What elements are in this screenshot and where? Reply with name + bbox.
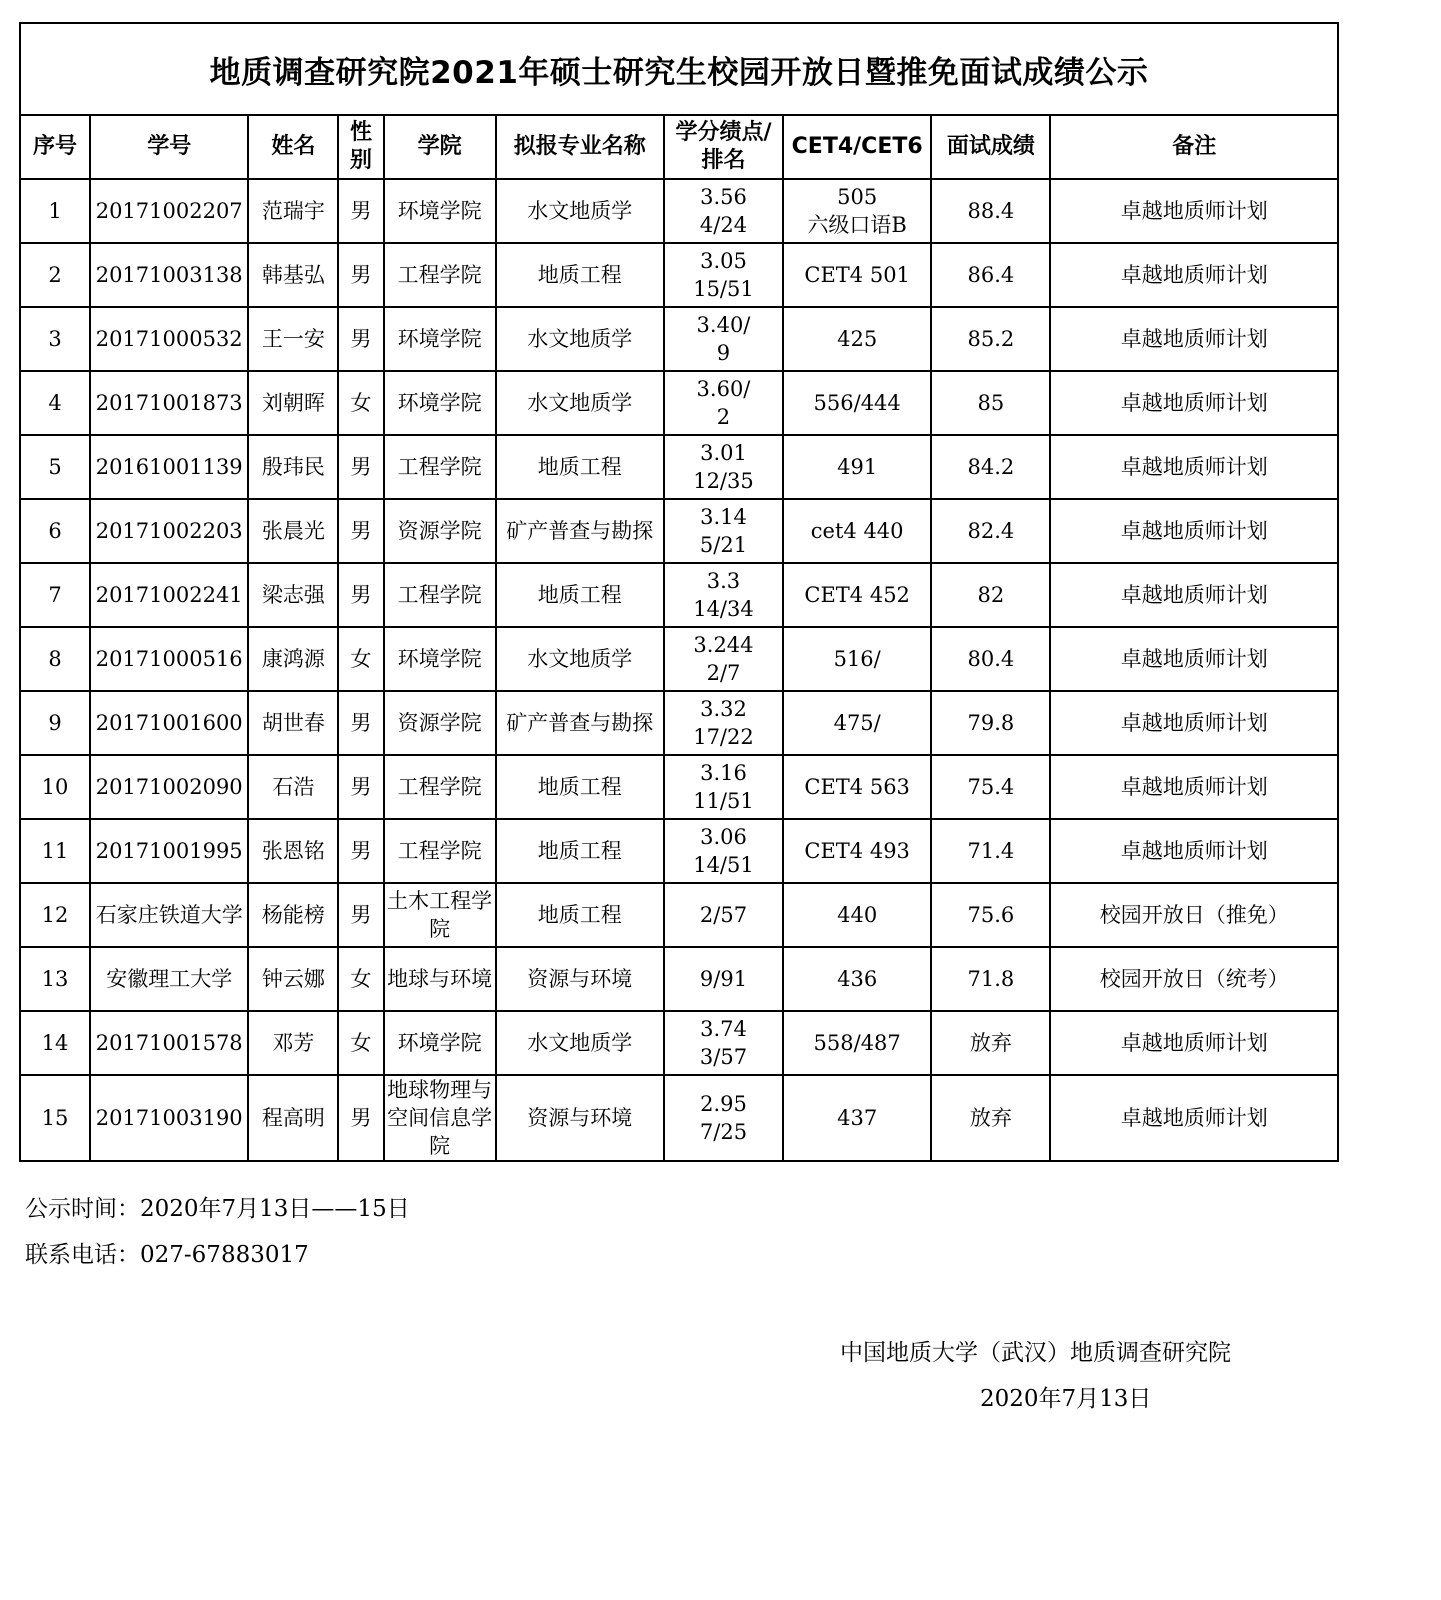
rank-value: 2/7 — [706, 661, 741, 685]
cell-name: 胡世春 — [248, 691, 338, 755]
cell-gpa-rank — [664, 307, 783, 371]
cell-remark: 卓越地质师计划 — [1050, 499, 1338, 563]
cell-student-id: 安徽理工大学 — [90, 947, 248, 1011]
issue-date: 2020年7月13日 — [980, 1386, 1152, 1412]
cell-name: 程高明 — [248, 1075, 338, 1161]
gpa-value: 3.05 — [700, 249, 747, 273]
cell-remark: 卓越地质师计划 — [1050, 627, 1338, 691]
cell-gpa-rank — [664, 627, 783, 691]
cell-name: 张晨光 — [248, 499, 338, 563]
cell-cet — [783, 819, 931, 883]
cell-gpa-rank — [664, 435, 783, 499]
signature-block — [840, 1330, 1310, 1422]
cell-gpa-rank — [664, 1075, 783, 1161]
cet-value: 505 — [837, 185, 878, 209]
cell-college: 环境学院 — [384, 179, 496, 243]
cell-major: 地质工程 — [496, 435, 664, 499]
cell-college: 环境学院 — [384, 307, 496, 371]
cell-gpa-rank — [664, 947, 783, 1011]
gpa-value: 3.244 — [693, 633, 754, 657]
header-gender: 性别 — [338, 115, 383, 179]
cell-score: 86.4 — [931, 243, 1050, 307]
cell-remark: 校园开放日（统考） — [1050, 947, 1338, 1011]
rank-value: 14/34 — [693, 597, 754, 621]
notice-block — [25, 1186, 410, 1278]
table-row — [20, 627, 1338, 691]
gpa-value: 2.95 — [700, 1092, 747, 1116]
cell-gender: 女 — [338, 371, 383, 435]
cell-remark: 卓越地质师计划 — [1050, 691, 1338, 755]
cell-gpa-rank — [664, 371, 783, 435]
cell-major: 矿产普查与勘探 — [496, 499, 664, 563]
cell-college: 环境学院 — [384, 627, 496, 691]
cell-name: 范瑞宇 — [248, 179, 338, 243]
cell-seq: 14 — [20, 1011, 90, 1075]
cell-score: 75.4 — [931, 755, 1050, 819]
gpa-value: 3.56 — [700, 185, 747, 209]
cell-remark: 卓越地质师计划 — [1050, 755, 1338, 819]
cell-gender: 女 — [338, 947, 383, 1011]
cell-college: 工程学院 — [384, 243, 496, 307]
table-row — [20, 755, 1338, 819]
rank-value: 3/57 — [699, 1045, 748, 1069]
cell-major: 地质工程 — [496, 819, 664, 883]
cell-major: 资源与环境 — [496, 1075, 664, 1161]
rank-value: 12/35 — [693, 469, 754, 493]
table-row — [20, 179, 1338, 243]
header-score: 面试成绩 — [931, 115, 1050, 179]
table-row — [20, 499, 1338, 563]
cell-major: 地质工程 — [496, 563, 664, 627]
cell-remark: 卓越地质师计划 — [1050, 371, 1338, 435]
cell-cet — [783, 947, 931, 1011]
cell-student-id: 20171001873 — [90, 371, 248, 435]
cell-seq: 5 — [20, 435, 90, 499]
cell-college: 环境学院 — [384, 1011, 496, 1075]
cell-gender: 女 — [338, 1011, 383, 1075]
cell-student-id: 20171001578 — [90, 1011, 248, 1075]
cell-cet — [783, 307, 931, 371]
cell-student-id: 20171002203 — [90, 499, 248, 563]
cell-seq: 12 — [20, 883, 90, 947]
cell-name: 杨能榜 — [248, 883, 338, 947]
rank-value: 17/22 — [693, 725, 754, 749]
cell-major: 水文地质学 — [496, 627, 664, 691]
rank-value: 14/51 — [693, 853, 754, 877]
cet-value: 440 — [837, 903, 878, 927]
cell-remark: 卓越地质师计划 — [1050, 243, 1338, 307]
header-row — [20, 115, 1338, 179]
gpa-value: 3.14 — [700, 505, 747, 529]
cell-score: 84.2 — [931, 435, 1050, 499]
gpa-value: 3.74 — [700, 1017, 747, 1041]
cell-remark: 卓越地质师计划 — [1050, 179, 1338, 243]
cell-cet — [783, 563, 931, 627]
cell-seq: 9 — [20, 691, 90, 755]
cet-value: CET4 452 — [804, 583, 910, 607]
cell-gpa-rank — [664, 883, 783, 947]
table-row — [20, 691, 1338, 755]
cell-seq: 15 — [20, 1075, 90, 1161]
cet-value: 425 — [837, 327, 878, 351]
cell-name: 王一安 — [248, 307, 338, 371]
cell-seq: 13 — [20, 947, 90, 1011]
cell-score: 79.8 — [931, 691, 1050, 755]
table-row — [20, 435, 1338, 499]
rank-value: 5/21 — [699, 533, 748, 557]
table-row — [20, 1011, 1338, 1075]
cell-gender: 女 — [338, 627, 383, 691]
header-seq: 序号 — [20, 115, 90, 179]
cet-extra: 六级口语B — [807, 213, 907, 237]
cell-major: 地质工程 — [496, 883, 664, 947]
page-title: 地质调查研究院2021年硕士研究生校园开放日暨推免面试成绩公示 — [20, 23, 1338, 115]
cell-student-id: 20171003190 — [90, 1075, 248, 1161]
cell-name: 刘朝晖 — [248, 371, 338, 435]
cell-gpa-rank — [664, 179, 783, 243]
cell-gender: 男 — [338, 307, 383, 371]
header-gpa-rank: 学分绩点/排名 — [664, 115, 783, 179]
cell-student-id: 20171001600 — [90, 691, 248, 755]
table-row — [20, 371, 1338, 435]
gpa-value: 3.16 — [700, 761, 747, 785]
gpa-value: 3.3 — [706, 569, 741, 593]
cell-cet — [783, 755, 931, 819]
gpa-value: 3.40/ — [696, 313, 751, 337]
cell-seq: 3 — [20, 307, 90, 371]
score-sheet — [19, 22, 1339, 1162]
cell-college: 工程学院 — [384, 435, 496, 499]
cell-cet — [783, 499, 931, 563]
cell-college: 工程学院 — [384, 755, 496, 819]
cell-cet — [783, 883, 931, 947]
cell-cet — [783, 435, 931, 499]
cell-remark: 卓越地质师计划 — [1050, 819, 1338, 883]
cell-gpa-rank — [664, 691, 783, 755]
gpa-value: 9/91 — [699, 967, 748, 991]
cell-remark: 校园开放日（推免） — [1050, 883, 1338, 947]
score-table — [19, 22, 1339, 1162]
cell-student-id: 20171000532 — [90, 307, 248, 371]
cell-student-id: 20171002241 — [90, 563, 248, 627]
cell-seq: 10 — [20, 755, 90, 819]
table-row — [20, 307, 1338, 371]
rank-value: 15/51 — [693, 277, 754, 301]
cell-seq: 11 — [20, 819, 90, 883]
cell-name: 邓芳 — [248, 1011, 338, 1075]
cell-major: 水文地质学 — [496, 1011, 664, 1075]
cell-student-id: 石家庄铁道大学 — [90, 883, 248, 947]
cell-major: 水文地质学 — [496, 371, 664, 435]
cell-student-id: 20171000516 — [90, 627, 248, 691]
cell-score: 85 — [931, 371, 1050, 435]
header-major: 拟报专业名称 — [496, 115, 664, 179]
cet-value: 437 — [837, 1106, 878, 1130]
cell-score: 放弃 — [931, 1075, 1050, 1161]
cell-score: 82.4 — [931, 499, 1050, 563]
cell-score: 71.4 — [931, 819, 1050, 883]
header-remark: 备注 — [1050, 115, 1338, 179]
cell-cet — [783, 627, 931, 691]
cell-gender: 男 — [338, 435, 383, 499]
cell-major: 水文地质学 — [496, 307, 664, 371]
rank-value: 2 — [716, 405, 731, 429]
cell-college: 工程学院 — [384, 819, 496, 883]
cell-college: 资源学院 — [384, 691, 496, 755]
cell-college: 环境学院 — [384, 371, 496, 435]
table-body — [20, 179, 1338, 1161]
cell-name: 殷玮民 — [248, 435, 338, 499]
cell-score: 75.6 — [931, 883, 1050, 947]
cell-gender: 男 — [338, 563, 383, 627]
cell-major: 地质工程 — [496, 243, 664, 307]
cell-score: 85.2 — [931, 307, 1050, 371]
cell-gender: 男 — [338, 819, 383, 883]
cell-gpa-rank — [664, 819, 783, 883]
cell-college: 工程学院 — [384, 563, 496, 627]
cell-score: 80.4 — [931, 627, 1050, 691]
cet-value: CET4 563 — [804, 775, 910, 799]
header-name: 姓名 — [248, 115, 338, 179]
cell-major: 资源与环境 — [496, 947, 664, 1011]
table-row — [20, 819, 1338, 883]
gpa-value: 3.32 — [700, 697, 747, 721]
cell-cet — [783, 1075, 931, 1161]
gpa-value: 3.60/ — [696, 377, 751, 401]
cet-value: CET4 501 — [804, 263, 910, 287]
cell-remark: 卓越地质师计划 — [1050, 307, 1338, 371]
cell-college: 土木工程学院 — [384, 883, 496, 947]
cet-value: 516/ — [833, 647, 881, 671]
issuing-org: 中国地质大学（武汉）地质调查研究院 — [840, 1340, 1231, 1366]
cell-major: 矿产普查与勘探 — [496, 691, 664, 755]
gpa-value: 3.01 — [700, 441, 747, 465]
cell-remark: 卓越地质师计划 — [1050, 563, 1338, 627]
cell-gpa-rank — [664, 755, 783, 819]
cell-seq: 7 — [20, 563, 90, 627]
cell-name: 石浩 — [248, 755, 338, 819]
header-college: 学院 — [384, 115, 496, 179]
cet-value: CET4 493 — [804, 839, 910, 863]
cell-cet — [783, 691, 931, 755]
cet-value: 436 — [837, 967, 878, 991]
cell-gender: 男 — [338, 179, 383, 243]
cell-student-id: 20161001139 — [90, 435, 248, 499]
cell-score: 71.8 — [931, 947, 1050, 1011]
cell-remark: 卓越地质师计划 — [1050, 1011, 1338, 1075]
cell-gpa-rank — [664, 563, 783, 627]
cell-seq: 2 — [20, 243, 90, 307]
cet-value: 558/487 — [813, 1031, 901, 1055]
cell-cet — [783, 243, 931, 307]
cell-gender: 男 — [338, 691, 383, 755]
notice-time: 公示时间：2020年7月13日——15日 — [25, 1196, 410, 1222]
cell-gender: 男 — [338, 755, 383, 819]
rank-value: 4/24 — [699, 213, 748, 237]
cell-major: 地质工程 — [496, 755, 664, 819]
header-student-id: 学号 — [90, 115, 248, 179]
cell-score: 88.4 — [931, 179, 1050, 243]
table-row — [20, 243, 1338, 307]
cell-score: 放弃 — [931, 1011, 1050, 1075]
cell-cet — [783, 371, 931, 435]
cell-gpa-rank — [664, 243, 783, 307]
cell-gender: 男 — [338, 883, 383, 947]
cell-gpa-rank — [664, 1011, 783, 1075]
header-cet: CET4/CET6 — [783, 115, 931, 179]
cell-seq: 8 — [20, 627, 90, 691]
cell-major: 水文地质学 — [496, 179, 664, 243]
cell-student-id: 20171001995 — [90, 819, 248, 883]
cell-gender: 男 — [338, 1075, 383, 1161]
table-row — [20, 883, 1338, 947]
cell-name: 韩基弘 — [248, 243, 338, 307]
cell-seq: 1 — [20, 179, 90, 243]
cell-cet — [783, 179, 931, 243]
cell-name: 张恩铭 — [248, 819, 338, 883]
rank-value: 9 — [716, 341, 731, 365]
contact-phone: 联系电话：027-67883017 — [25, 1242, 309, 1268]
table-row — [20, 563, 1338, 627]
cell-gpa-rank — [664, 499, 783, 563]
cell-cet — [783, 1011, 931, 1075]
cell-name: 梁志强 — [248, 563, 338, 627]
cell-college: 地球与环境 — [384, 947, 496, 1011]
gpa-value: 3.06 — [700, 825, 747, 849]
cell-score: 82 — [931, 563, 1050, 627]
cet-value: 475/ — [833, 711, 881, 735]
cell-seq: 4 — [20, 371, 90, 435]
gpa-value: 2/57 — [699, 903, 748, 927]
cell-student-id: 20171002090 — [90, 755, 248, 819]
cell-remark: 卓越地质师计划 — [1050, 1075, 1338, 1161]
cell-gender: 男 — [338, 499, 383, 563]
cell-remark: 卓越地质师计划 — [1050, 435, 1338, 499]
table-row — [20, 947, 1338, 1011]
cet-value: cet4 440 — [810, 519, 904, 543]
rank-value: 7/25 — [699, 1120, 748, 1144]
cell-student-id: 20171002207 — [90, 179, 248, 243]
cell-college: 资源学院 — [384, 499, 496, 563]
cell-college: 地球物理与空间信息学院 — [384, 1075, 496, 1161]
cet-value: 491 — [837, 455, 878, 479]
cell-name: 康鸿源 — [248, 627, 338, 691]
cell-gender: 男 — [338, 243, 383, 307]
cell-name: 钟云娜 — [248, 947, 338, 1011]
rank-value: 11/51 — [693, 789, 754, 813]
cell-seq: 6 — [20, 499, 90, 563]
cell-student-id: 20171003138 — [90, 243, 248, 307]
table-row — [20, 1075, 1338, 1161]
cet-value: 556/444 — [813, 391, 901, 415]
